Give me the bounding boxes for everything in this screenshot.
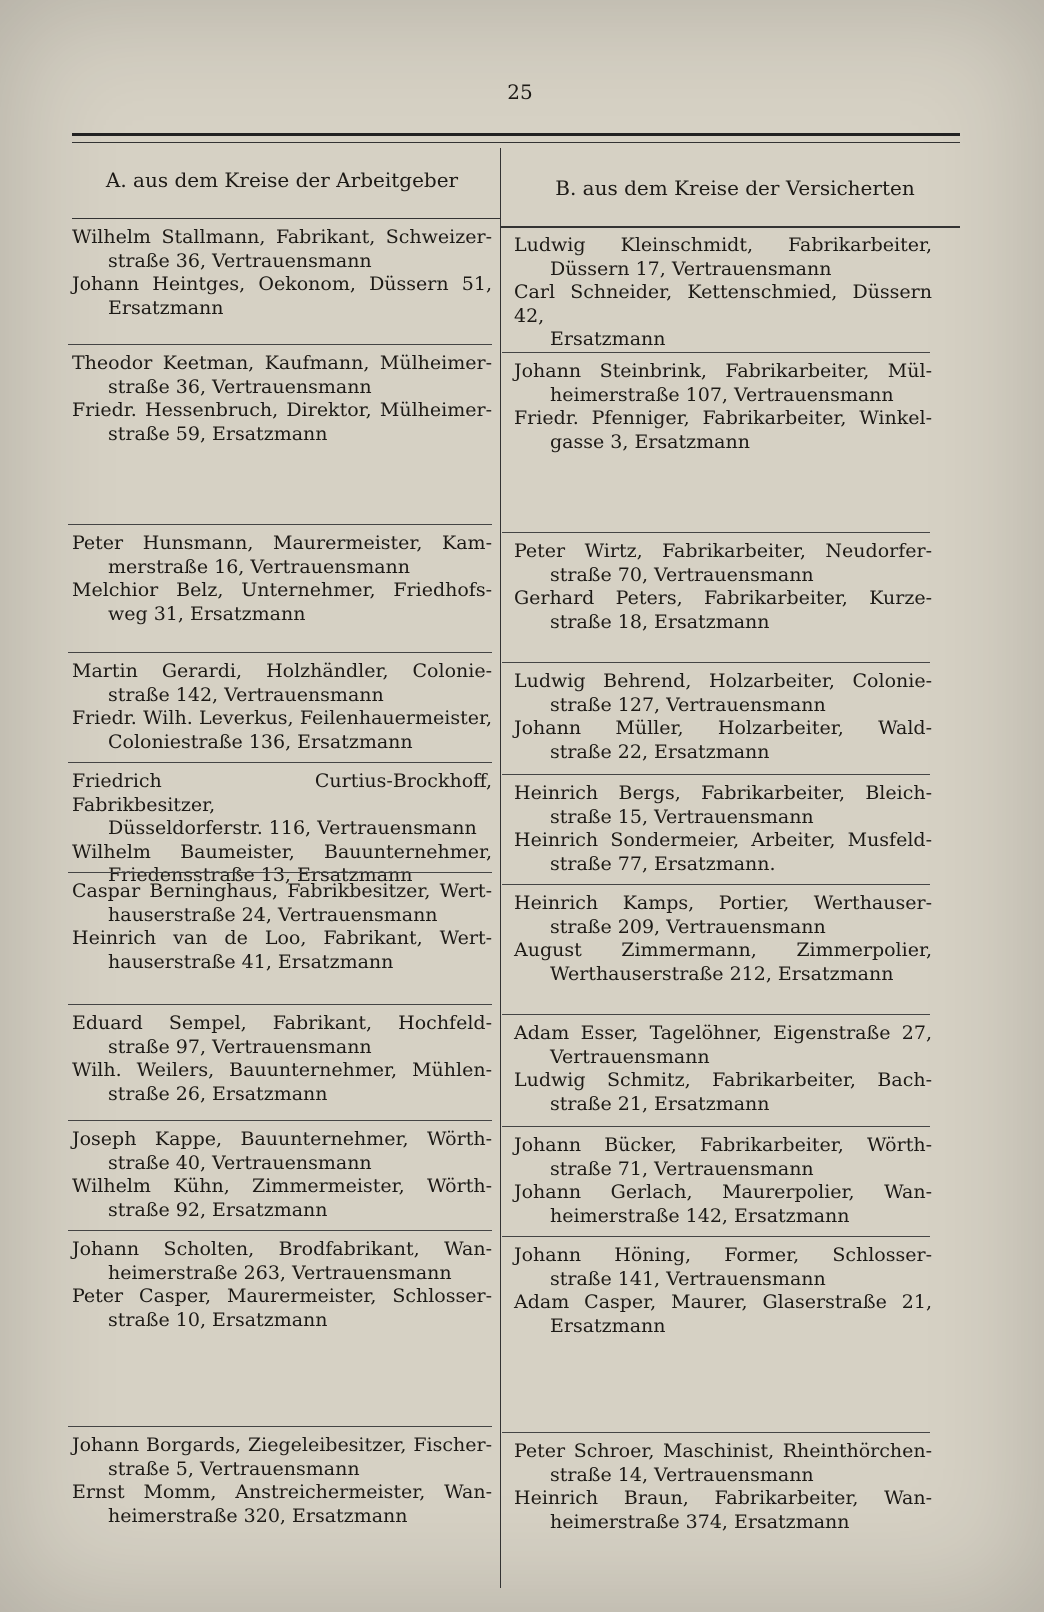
record-continuation: Werthauserstraße 212, Ersatzmann: [550, 962, 894, 985]
entry-a-2: [72, 352, 492, 446]
entry-separator: [502, 1236, 930, 1237]
record-line: Wilh. Weilers, Bauunternehmer, Mühlen-: [72, 1059, 492, 1081]
entry-b-1: [514, 234, 932, 352]
column-divider: [500, 148, 501, 1588]
vertrauensmann-record: [72, 770, 492, 841]
ersatzmann-record: [72, 1059, 492, 1106]
entry-separator: [502, 1126, 930, 1127]
record-continuation: hauserstraße 24, Vertrauensmann: [108, 903, 438, 926]
record-continuation: heimerstraße 263, Vertrauensmann: [108, 1261, 452, 1284]
entry-separator: [502, 1014, 930, 1015]
record-continuation: straße 141, Vertrauensmann: [550, 1267, 826, 1290]
entry-b-10: [514, 1440, 932, 1534]
entry-separator: [68, 1426, 492, 1427]
ersatzmann-record: [514, 1291, 932, 1338]
record-line: Heinrich Sondermeier, Arbeiter, Musfeld-: [514, 829, 932, 851]
entry-a-8: [72, 1128, 492, 1222]
record-line: Heinrich Bergs, Fabrikarbeiter, Bleich-: [514, 782, 932, 804]
record-line: Friedr. Pfenniger, Fabrikarbeiter, Winkel-: [514, 407, 932, 429]
record-continuation: hauserstraße 41, Ersatzmann: [108, 950, 394, 973]
vertrauensmann-record: [514, 1022, 932, 1069]
entry-separator: [502, 352, 930, 353]
record-continuation: heimerstraße 320, Ersatzmann: [108, 1504, 408, 1527]
record-line: Johann Borgards, Ziegeleibesitzer, Fischer-: [72, 1434, 492, 1456]
entry-b-6: [514, 892, 932, 986]
record-line: Heinrich Kamps, Portier, Werthauser-: [514, 892, 932, 914]
vertrauensmann-record: [72, 880, 492, 927]
vertrauensmann-record: [72, 532, 492, 579]
record-line: Johann Müller, Holzarbeiter, Wald-: [514, 717, 932, 739]
record-continuation: straße 59, Ersatzmann: [108, 422, 328, 445]
record-line: Joseph Kappe, Bauunternehmer, Wörth-: [72, 1128, 492, 1150]
entry-a-3: [72, 532, 492, 626]
record-continuation: straße 92, Ersatzmann: [108, 1198, 328, 1221]
record-continuation: heimerstraße 374, Ersatzmann: [550, 1510, 850, 1533]
record-continuation: heimerstraße 107, Vertrauensmann: [550, 383, 894, 406]
record-continuation: straße 21, Ersatzmann: [550, 1092, 770, 1115]
record-continuation: straße 26, Ersatzmann: [108, 1082, 328, 1105]
entry-a-1: [72, 226, 492, 320]
ersatzmann-record: [514, 281, 932, 352]
vertrauensmann-record: [72, 1012, 492, 1059]
ersatzmann-record: [72, 273, 492, 320]
entry-separator: [68, 1120, 492, 1121]
vertrauensmann-record: [514, 782, 932, 829]
record-continuation: straße 36, Vertrauensmann: [108, 249, 372, 272]
record-continuation: Ersatzmann: [550, 328, 666, 350]
record-line: Wilhelm Baumeister, Bauunternehmer,: [72, 840, 492, 863]
record-continuation: Düsseldorferstr. 116, Vertrauensmann: [108, 817, 477, 839]
header-rule-a: [72, 218, 500, 219]
ersatzmann-record: [72, 707, 492, 754]
record-continuation: straße 71, Vertrauensmann: [550, 1157, 814, 1180]
vertrauensmann-record: [72, 660, 492, 707]
record-line: August Zimmermann, Zimmerpolier,: [514, 939, 932, 961]
ersatzmann-record: [514, 939, 932, 986]
record-continuation: weg 31, Ersatzmann: [108, 602, 306, 625]
record-line: Ludwig Schmitz, Fabrikarbeiter, Bach-: [514, 1069, 932, 1091]
record-line: Peter Wirtz, Fabrikarbeiter, Neudorfer-: [514, 540, 932, 562]
vertrauensmann-record: [72, 1128, 492, 1175]
record-continuation: straße 70, Vertrauensmann: [550, 563, 814, 586]
record-line: Friedr. Wilh. Leverkus, Feilenhauermeister,: [72, 707, 492, 729]
entry-separator: [68, 1230, 492, 1231]
vertrauensmann-record: [514, 892, 932, 939]
record-line: Johann Scholten, Brodfabrikant, Wan-: [72, 1238, 492, 1260]
record-line: Caspar Berninghaus, Fabrikbesitzer, Wert-: [72, 880, 492, 902]
record-line: Eduard Sempel, Fabrikant, Hochfeld-: [72, 1012, 492, 1034]
entry-b-8: [514, 1134, 932, 1228]
vertrauensmann-record: [514, 1440, 932, 1487]
entry-b-7: [514, 1022, 932, 1116]
page-number: 25: [507, 80, 533, 104]
record-continuation: straße 209, Vertrauensmann: [550, 915, 826, 938]
record-line: Carl Schneider, Kettenschmied, Düssern 42,: [514, 281, 932, 327]
record-continuation: straße 40, Vertrauensmann: [108, 1151, 372, 1174]
record-continuation: straße 36, Vertrauensmann: [108, 375, 372, 398]
record-line: Martin Gerardi, Holzhändler, Colonie-: [72, 660, 492, 682]
ersatzmann-record: [72, 927, 492, 974]
vertrauensmann-record: [514, 670, 932, 717]
record-continuation: gasse 3, Ersatzmann: [550, 430, 750, 453]
top-rule-thin: [72, 142, 960, 143]
record-continuation: straße 14, Vertrauensmann: [550, 1463, 814, 1486]
vertrauensmann-record: [514, 540, 932, 587]
ersatzmann-record: [72, 579, 492, 626]
ersatzmann-record: [514, 407, 932, 454]
record-continuation: Düssern 17, Vertrauensmann: [550, 257, 832, 280]
record-line: Ludwig Behrend, Holzarbeiter, Colonie-: [514, 670, 932, 692]
record-line: Johann Gerlach, Maurerpolier, Wan-: [514, 1181, 932, 1203]
record-line: Theodor Keetman, Kaufmann, Mülheimer-: [72, 352, 492, 374]
header-rule-b: [500, 226, 960, 228]
record-line: Adam Casper, Maurer, Glaserstraße 21,: [514, 1291, 932, 1313]
record-continuation: straße 5, Vertrauensmann: [108, 1457, 360, 1480]
record-continuation: straße 97, Vertrauensmann: [108, 1035, 372, 1058]
record-continuation: Ersatzmann: [550, 1314, 666, 1337]
vertrauensmann-record: [72, 226, 492, 273]
record-line: Heinrich van de Loo, Fabrikant, Wert-: [72, 927, 492, 949]
column-header-employers: A. aus dem Kreise der Arbeitgeber: [105, 168, 459, 192]
record-line: Heinrich Braun, Fabrikarbeiter, Wan-: [514, 1487, 932, 1509]
vertrauensmann-record: [72, 1238, 492, 1285]
top-rule: [72, 133, 960, 136]
record-line: Peter Hunsmann, Maurermeister, Kam-: [72, 532, 492, 554]
record-line: Gerhard Peters, Fabrikarbeiter, Kurze-: [514, 587, 932, 609]
vertrauensmann-record: [514, 1244, 932, 1291]
vertrauensmann-record: [514, 1134, 932, 1181]
ersatzmann-record: [72, 399, 492, 446]
record-continuation: straße 15, Vertrauensmann: [550, 805, 814, 828]
record-line: Ernst Momm, Anstreichermeister, Wan-: [72, 1481, 492, 1503]
entry-a-4: [72, 660, 492, 754]
entry-separator: [502, 532, 930, 533]
entry-separator: [68, 652, 492, 653]
entry-b-2: [514, 360, 932, 454]
entry-a-5: [72, 770, 492, 888]
entry-separator: [68, 524, 492, 525]
ersatzmann-record: [514, 1487, 932, 1534]
vertrauensmann-record: [72, 352, 492, 399]
entry-a-10: [72, 1434, 492, 1528]
record-continuation: Vertrauensmann: [550, 1045, 710, 1068]
entry-separator: [502, 1432, 930, 1433]
entry-separator: [502, 884, 930, 885]
record-line: Wilhelm Stallmann, Fabrikant, Schweizer-: [72, 226, 492, 248]
record-continuation: straße 77, Ersatzmann.: [550, 852, 776, 875]
record-line: Adam Esser, Tagelöhner, Eigenstraße 27,: [514, 1022, 932, 1044]
entry-separator: [502, 662, 930, 663]
record-line: Johann Heintges, Oekonom, Düssern 51,: [72, 273, 492, 295]
vertrauensmann-record: [514, 234, 932, 281]
record-continuation: straße 10, Ersatzmann: [108, 1308, 328, 1331]
column-header-insured: B. aus dem Kreise der Versicherten: [555, 176, 915, 200]
ersatzmann-record: [514, 587, 932, 634]
ersatzmann-record: [72, 1175, 492, 1222]
record-continuation: straße 18, Ersatzmann: [550, 610, 770, 633]
ersatzmann-record: [514, 829, 932, 876]
record-line: Peter Schroer, Maschinist, Rheinthörchen-: [514, 1440, 932, 1462]
record-line: Friedrich Curtius-Brockhoff, Fabrikbesitzer,: [72, 770, 492, 816]
record-line: Melchior Belz, Unternehmer, Friedhofs-: [72, 579, 492, 601]
entry-b-3: [514, 540, 932, 634]
entry-separator: [68, 872, 492, 873]
record-line: Johann Höning, Former, Schlosser-: [514, 1244, 932, 1266]
entry-separator: [68, 1004, 492, 1005]
ersatzmann-record: [514, 1181, 932, 1228]
entry-b-5: [514, 782, 932, 876]
entry-separator: [502, 774, 930, 775]
ersatzmann-record: [72, 1481, 492, 1528]
entry-a-7: [72, 1012, 492, 1106]
entry-b-9: [514, 1244, 932, 1338]
ersatzmann-record: [514, 717, 932, 764]
ersatzmann-record: [514, 1069, 932, 1116]
entry-a-9: [72, 1238, 492, 1332]
record-line: Wilhelm Kühn, Zimmermeister, Wörth-: [72, 1175, 492, 1197]
record-line: Ludwig Kleinschmidt, Fabrikarbeiter,: [514, 234, 932, 256]
record-continuation: straße 22, Ersatzmann: [550, 740, 770, 763]
record-continuation: Coloniestraße 136, Ersatzmann: [108, 730, 413, 753]
vertrauensmann-record: [514, 360, 932, 407]
record-continuation: Ersatzmann: [108, 296, 224, 319]
entry-b-4: [514, 670, 932, 764]
record-continuation: merstraße 16, Vertrauensmann: [108, 555, 411, 578]
entry-separator: [68, 762, 492, 763]
vertrauensmann-record: [72, 1434, 492, 1481]
record-line: Peter Casper, Maurermeister, Schlosser-: [72, 1285, 492, 1307]
ersatzmann-record: [72, 1285, 492, 1332]
record-continuation: Friedensstraße 13, Ersatzmann: [108, 864, 413, 886]
record-continuation: heimerstraße 142, Ersatzmann: [550, 1204, 850, 1227]
record-line: Johann Steinbrink, Fabrikarbeiter, Mül-: [514, 360, 932, 382]
record-line: Johann Bücker, Fabrikarbeiter, Wörth-: [514, 1134, 932, 1156]
record-continuation: straße 142, Vertrauensmann: [108, 683, 384, 706]
entry-a-6: [72, 880, 492, 974]
record-continuation: straße 127, Vertrauensmann: [550, 693, 826, 716]
entry-separator: [68, 344, 492, 345]
record-line: Friedr. Hessenbruch, Direktor, Mülheimer-: [72, 399, 492, 421]
